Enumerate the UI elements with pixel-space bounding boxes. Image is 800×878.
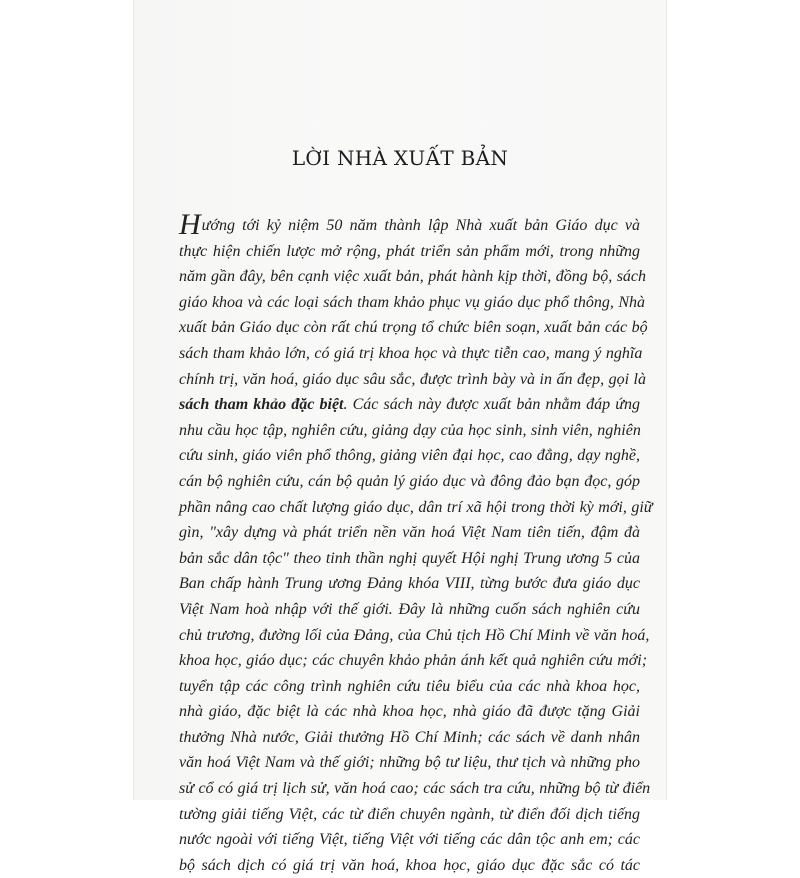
text-line: Ban chấp hành Trung ương Đảng khóa VIII, từng bước đưa giáo dục [179,575,640,593]
text-line: gìn, "xây dựng và phát triển nền văn hoá Việt Nam tiên tiến, đậm đà [179,524,640,542]
line-text: ướng tới kỷ niệm 50 năm thành lập Nhà xuất bản Giáo dục và [201,217,640,234]
text-line: bản sắc dân tộc" theo tinh thần nghị quyết Hội nghị Trung ương 5 của [179,549,640,567]
text-line: bộ sách dịch có giá trị văn hoá, khoa học, giáo dục đặc sắc có tác [179,856,640,874]
text-line: năm gần đây, bên cạnh việc xuất bản, phát hành kịp thời, đồng bộ, sách [179,268,647,286]
text-line: tuyển tập các công trình nghiên cứu tiêu biểu của các nhà khoa học, [179,677,640,695]
page-heading: LỜI NHÀ XUẤT BẢN [291,146,509,170]
line-text: . Các sách này được xuất bản nhằm đáp ứng [343,396,640,414]
text-line [179,392,640,418]
text-line: chủ trương, đường lối của Đảng, của Chủ tịch Hồ Chí Minh về văn hoá, [179,626,650,644]
text-line: chính trị, văn hoá, giáo dục sâu sắc, được trình bày và in ấn đẹp, gọi là [179,370,646,388]
text-line: cứu sinh, giáo viên phổ thông, giảng viên đại học, cao đẳng, dạy nghề, [179,447,640,465]
text-line: Việt Nam hoà nhập với thế giới. Đây là những cuốn sách nghiên cứu [179,600,640,618]
text-line: tường giải tiếng Việt, các từ điển chuyên ngành, từ điển đối dịch tiếng [179,805,640,823]
text-line: cán bộ nghiên cứu, cán bộ quản lý giáo dục và đông đảo bạn đọc, góp [179,472,640,490]
drop-cap: H [179,208,201,241]
text-line: nước ngoài với tiếng Việt, tiếng Việt với tiếng các dân tộc anh em; các [179,831,640,849]
text-line [179,208,640,241]
text-line: thưởng Nhà nước, Giải thưởng Hồ Chí Minh; các sách về danh nhân [179,728,640,746]
text-line: xuất bản Giáo dục còn rất chú trọng tổ chức biên soạn, xuất bản các bộ [179,319,648,337]
text-line: văn hoá Việt Nam và thế giới; những bộ tư liệu, thư tịch và những pho [179,754,640,772]
bold-phrase: sách tham khảo đặc biệt [179,396,344,414]
text-line: sử cổ có giá trị lịch sử, văn hoá cao; các sách tra cứu, những bộ từ điển [179,780,651,798]
text-line: phần nâng cao chất lượng giáo dục, dân trí xã hội trong thời kỳ mới, giữ [179,498,653,516]
text-line: sách tham khảo lớn, có giá trị khoa học và thực tiễn cao, mang ý nghĩa [179,344,643,362]
text-line: nhu cầu học tập, nghiên cứu, giảng dạy của học sinh, sinh viên, nghiên [179,421,641,439]
preface-body [179,208,653,878]
text-line: khoa học, giáo dục; các chuyên khảo phản ánh kết quả nghiên cứu mới; [179,652,648,670]
text-line: giáo khoa và các loại sách tham khảo phục vụ giáo dục phổ thông, Nhà [179,293,646,311]
book-page [133,0,667,874]
text-line: thực hiện chiến lược mở rộng, phát triển sản phẩm mới, trong những [179,242,640,260]
text-line: nhà giáo, đặc biệt là các nhà khoa học, nhà giáo đã được tặng Giải [179,703,640,721]
